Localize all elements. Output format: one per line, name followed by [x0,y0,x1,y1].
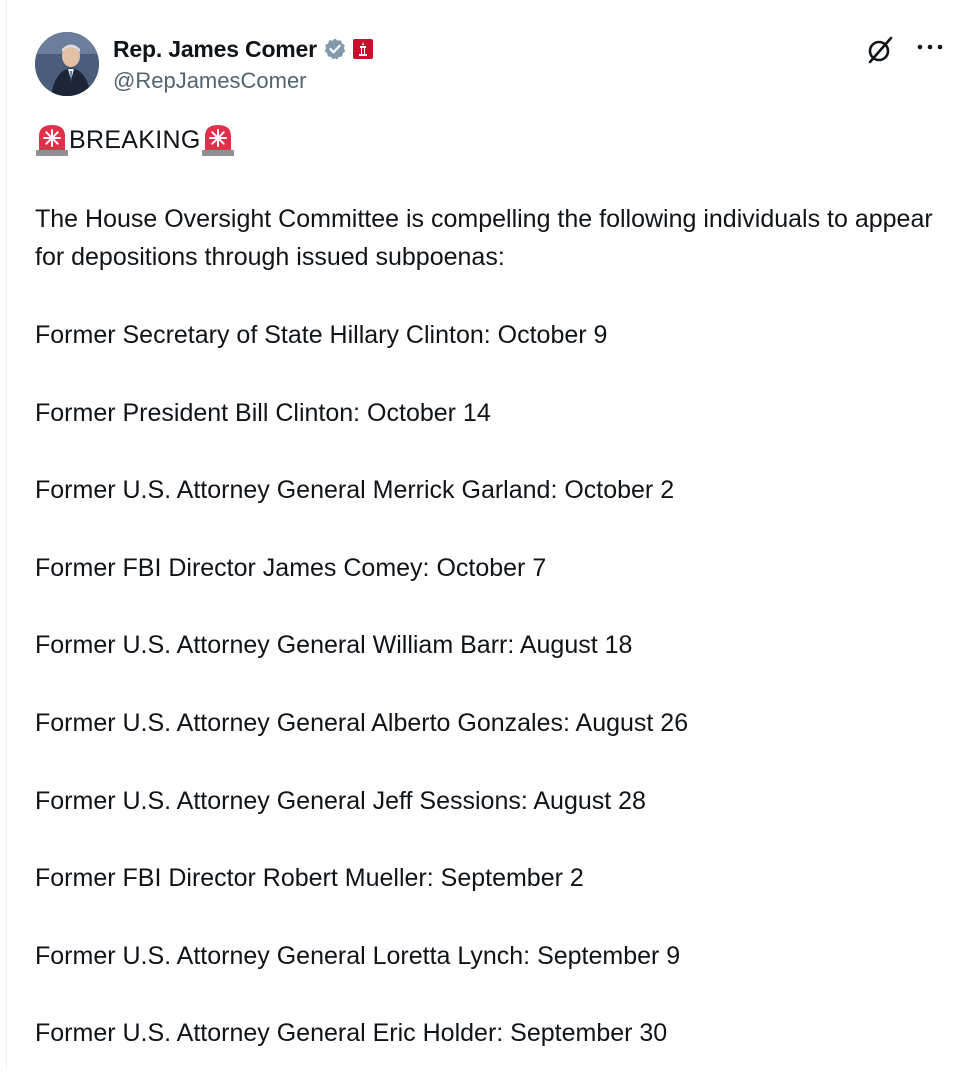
list-item: Former U.S. Attorney General Eric Holder: September 30 [35,1019,668,1048]
us-house-flag-icon[interactable] [352,38,374,60]
tweet-body [35,120,955,1092]
verified-badge-icon[interactable] [323,37,347,61]
list-item: Former U.S. Attorney General Alberto Gonzales: August 26 [35,708,689,737]
list-item: Former President Bill Clinton: October 14 [35,398,491,427]
tweet-card [6,0,968,1070]
list-item: Former FBI Director Robert Mueller: September 2 [35,864,584,893]
display-name[interactable]: Rep. James Comer [113,35,317,62]
siren-emoji-icon [35,122,69,158]
author-names [113,34,374,94]
breaking-line [35,120,955,160]
author-handle[interactable]: @RepJamesComer [113,68,307,93]
grok-icon[interactable] [864,34,896,66]
more-options-icon[interactable] [912,34,948,60]
list-item: Former U.S. Attorney General Loretta Lynch: September 9 [35,941,681,970]
list-item: Former U.S. Attorney General Merrick Garland: October 2 [35,476,675,505]
list-item: Former FBI Director James Comey: October 7 [35,553,547,582]
avatar[interactable] [35,32,99,96]
siren-emoji-icon [201,122,235,158]
breaking-label: BREAKING [69,126,201,154]
list-item: Former Secretary of State Hillary Clinton: October 9 [35,321,608,349]
list-item: Former U.S. Attorney General William Barr: August 18 [35,631,633,660]
subpoena-list [35,316,955,1052]
tweet-intro: The House Oversight Committee is compelling the following individuals to appear for depositions through issued subpoenas: [35,205,933,271]
tweet-header [35,32,948,100]
list-item: Former U.S. Attorney General Jeff Sessions: August 28 [35,786,646,815]
